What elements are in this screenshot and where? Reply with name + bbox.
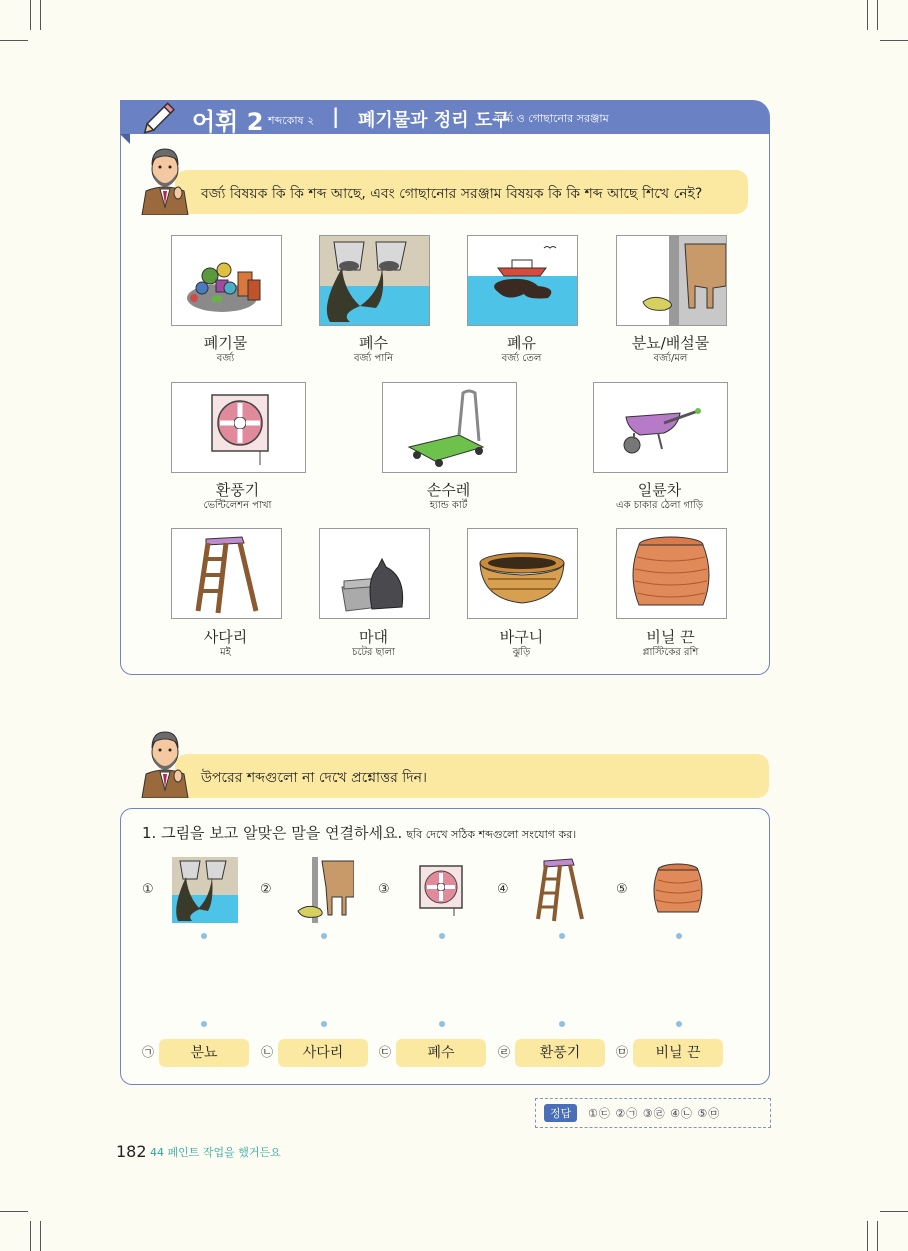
picture-2	[294, 857, 354, 923]
vocab-card-basket	[467, 528, 578, 619]
sack-icon	[320, 529, 429, 618]
vocab-translation: বর্জ্য তেল	[501, 353, 542, 364]
crop-mark	[30, 0, 31, 30]
vocab-word: 사다리	[203, 628, 248, 646]
option-letter: ㉤	[616, 1045, 629, 1059]
picture-number: ④	[497, 882, 509, 897]
cow-manure-icon	[294, 857, 354, 923]
answer-key	[535, 1098, 771, 1128]
practice-speech-bubble	[175, 754, 769, 798]
option-letter: ㉢	[379, 1045, 392, 1059]
vocab-translation: মই	[220, 647, 231, 658]
vocab-card-manure	[616, 235, 727, 326]
header-topic: 폐기물과 정리 도구	[358, 110, 510, 131]
option-word[interactable]: 사다리	[278, 1039, 368, 1067]
wastewater-pipe-icon	[320, 236, 429, 325]
option-word[interactable]: 폐수	[396, 1039, 486, 1067]
connect-dot[interactable]	[439, 933, 445, 939]
crop-mark	[40, 1221, 41, 1251]
vocab-card-wastewater	[319, 235, 430, 326]
vocab-translation: এক চাকার ঠেলা গাড়ি	[615, 500, 704, 511]
vocab-word: 폐수	[359, 334, 388, 352]
ventilation-fan-icon	[414, 862, 470, 918]
vocab-translation: বর্জ্য/মল	[653, 353, 688, 364]
crop-mark	[867, 1221, 868, 1251]
ventilation-fan-icon	[172, 383, 305, 472]
picture-number: ⑤	[616, 882, 628, 897]
vocab-card-handcart	[382, 382, 517, 473]
answer-text: ①㉢ ②㉠ ③㉣ ④㉡ ⑤㉤	[588, 1107, 721, 1120]
vocab-word: 환풍기	[215, 481, 260, 499]
crop-mark	[0, 1211, 28, 1212]
crop-mark	[877, 0, 878, 30]
option-letter: ㉣	[498, 1045, 511, 1059]
vocab-card-rope	[616, 528, 727, 619]
basket-icon	[468, 529, 577, 618]
connect-dot[interactable]	[559, 1021, 565, 1027]
answer-label: 정답	[544, 1104, 577, 1122]
vocab-word: 분뇨/배설물	[631, 334, 710, 352]
vocab-translation: চটের ছালা	[352, 647, 395, 658]
connect-dot[interactable]	[321, 1021, 327, 1027]
wastewater-pipe-icon	[172, 857, 238, 923]
option-letter: ㉠	[142, 1045, 155, 1059]
vocab-word: 손수레	[426, 481, 471, 499]
vocab-translation: বর্জ্য	[216, 353, 235, 364]
picture-5	[650, 860, 706, 920]
pencil-icon	[142, 96, 182, 140]
hand-cart-icon	[383, 383, 516, 472]
vocab-translation: হ্যান্ড কার্ট	[429, 500, 468, 511]
crop-mark	[877, 1221, 878, 1251]
header-topic-bn: বর্জ্য ও গোছানোর সরঞ্জাম	[494, 112, 609, 125]
vocab-translation: ঝুড়ি	[512, 647, 531, 658]
question-title	[142, 822, 576, 845]
connect-dot[interactable]	[559, 933, 565, 939]
connect-dot[interactable]	[201, 1021, 207, 1027]
crop-mark	[880, 40, 908, 41]
question-text: 1. 그림을 보고 알맞은 말을 연결하세요.	[142, 824, 403, 842]
wheelbarrow-icon	[594, 383, 727, 472]
crop-mark	[880, 1211, 908, 1212]
vocab-card-garbage	[171, 235, 282, 326]
ladder-icon	[172, 529, 281, 618]
option-word[interactable]: 비닐 끈	[633, 1039, 723, 1067]
picture-1	[172, 857, 238, 923]
connect-dot[interactable]	[439, 1021, 445, 1027]
vocab-word: 폐유	[507, 334, 536, 352]
crop-mark	[867, 0, 868, 30]
header-separator: |	[332, 104, 340, 128]
option-word[interactable]: 환풍기	[515, 1039, 605, 1067]
header-title: 어휘 2	[192, 108, 264, 136]
question-subtext: ছবি দেখে সঠিক শব্দগুলো সংযোগ কর।	[406, 828, 577, 841]
picture-4	[530, 857, 586, 923]
teacher-avatar	[138, 728, 192, 802]
vocab-translation: প্লাস্টিকের রশি	[642, 647, 699, 658]
vocab-translation: বর্জ্য পানি	[353, 353, 394, 364]
teacher-avatar	[138, 145, 192, 219]
vocab-word: 비닐 끈	[646, 628, 695, 646]
section-header	[120, 100, 770, 134]
vocab-card-wheelbarrow	[593, 382, 728, 473]
vocab-word: 마대	[359, 628, 388, 646]
picture-3	[414, 862, 470, 918]
ladder-icon	[530, 857, 586, 923]
cow-manure-icon	[617, 236, 726, 325]
vocab-word: 일륜차	[637, 481, 682, 499]
vocab-card-wasteoil	[467, 235, 578, 326]
picture-number: ②	[260, 882, 272, 897]
plastic-rope-icon	[650, 860, 706, 920]
vocab-card-ladder	[171, 528, 282, 619]
intro-speech-text: বর্জ্য বিষয়ক কি কি শব্দ আছে, এবং গোছানোর সরঞ্জাম বিষয়ক কি কি শব্দ আছে শিখে নেই?	[201, 186, 703, 202]
header-title-bn: শব্দকোষ ২	[268, 114, 315, 127]
plastic-rope-icon	[617, 529, 726, 618]
garbage-pile-icon	[172, 236, 281, 325]
picture-number: ③	[378, 882, 390, 897]
crop-mark	[30, 1221, 31, 1251]
practice-speech-text: উপরের শব্দগুলো না দেখে প্রশ্নোত্তর দিন।	[201, 770, 427, 786]
vocab-word: 폐기물	[203, 334, 248, 352]
vocab-card-sack	[319, 528, 430, 619]
vocab-card-fan	[171, 382, 306, 473]
vocab-word: 바구니	[499, 628, 544, 646]
intro-speech-bubble	[175, 170, 748, 214]
chapter-title: 44 페인트 작업을 했거든요	[150, 1146, 281, 1159]
option-letter: ㉡	[261, 1045, 274, 1059]
picture-number: ①	[142, 882, 154, 897]
header-fold	[120, 134, 130, 144]
crop-mark	[0, 40, 28, 41]
connect-dot[interactable]	[201, 933, 207, 939]
option-word[interactable]: 분뇨	[159, 1039, 249, 1067]
vocab-translation: ভেন্টিলেশন পাখা	[203, 500, 272, 511]
oil-spill-ship-icon	[468, 236, 577, 325]
connect-dot[interactable]	[676, 933, 682, 939]
connect-dot[interactable]	[676, 1021, 682, 1027]
connect-dot[interactable]	[321, 933, 327, 939]
page-number: 182	[116, 1142, 147, 1161]
crop-mark	[40, 0, 41, 30]
